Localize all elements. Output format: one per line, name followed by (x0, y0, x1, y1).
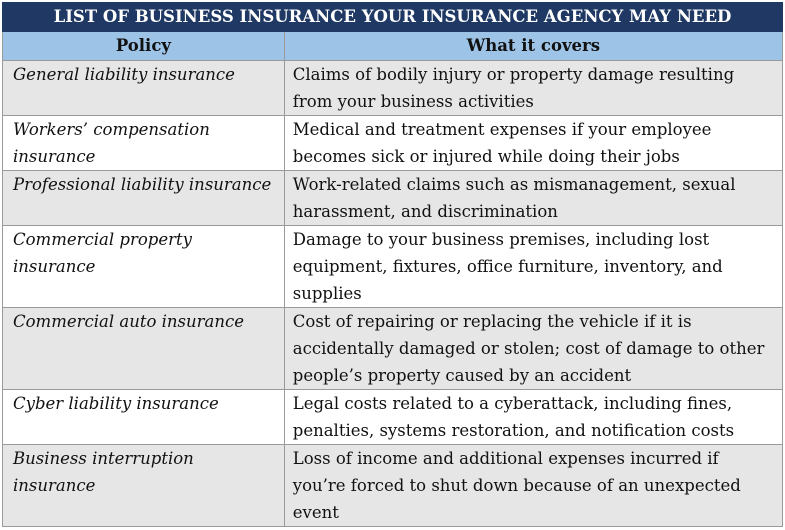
policy-cell: Commercial property insurance (3, 226, 285, 308)
table-title: LIST OF BUSINESS INSURANCE YOUR INSURANCE AGENCY MAY NEED (3, 3, 783, 32)
table-title-row (3, 3, 783, 32)
insurance-table (2, 2, 783, 527)
coverage-cell: Claims of bodily injury or property damage resulting from your business activities (284, 61, 782, 116)
coverage-cell: Work-related claims such as mismanagement, sexual harassment, and discrimination (284, 171, 782, 226)
coverage-cell: Medical and treatment expenses if your employee becomes sick or injured while doing their jobs (284, 116, 782, 171)
coverage-cell: Damage to your business premises, including lost equipment, fixtures, office furniture, inventory, and supplies (284, 226, 782, 308)
column-header-policy: Policy (3, 32, 285, 61)
table-row (3, 171, 783, 226)
policy-cell: Cyber liability insurance (3, 390, 285, 445)
table-row (3, 61, 783, 116)
coverage-cell: Loss of income and additional expenses incurred if you’re forced to shut down because of an unexpected event (284, 445, 782, 527)
policy-cell: Professional liability insurance (3, 171, 285, 226)
column-header-covers: What it covers (284, 32, 782, 61)
policy-cell: Business interruption insurance (3, 445, 285, 527)
policy-cell: Commercial auto insurance (3, 308, 285, 390)
table-row (3, 308, 783, 390)
coverage-cell: Cost of repairing or replacing the vehicle if it is accidentally damaged or stolen; cost of damage to other people’s property caused by an accident (284, 308, 782, 390)
table-row (3, 226, 783, 308)
policy-cell: Workers’ compensation insurance (3, 116, 285, 171)
insurance-table-container (2, 2, 783, 527)
table-row (3, 116, 783, 171)
table-header-row (3, 32, 783, 61)
table-row (3, 390, 783, 445)
table-row (3, 445, 783, 527)
coverage-cell: Legal costs related to a cyberattack, including fines, penalties, systems restoration, and notification costs (284, 390, 782, 445)
policy-cell: General liability insurance (3, 61, 285, 116)
